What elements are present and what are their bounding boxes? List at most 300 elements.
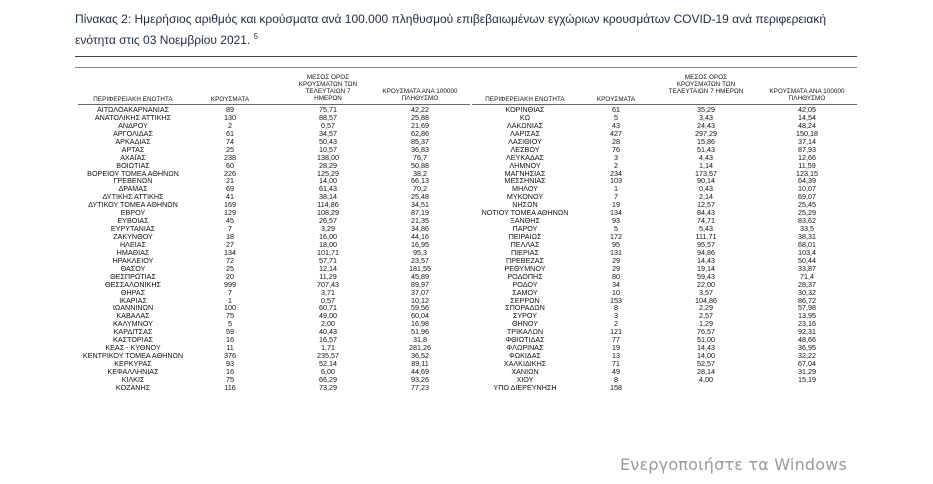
per100k-value: 32,22 — [798, 351, 816, 361]
left-header-cases: ΚΡΟΥΣΜΑΤΑ — [210, 96, 250, 103]
right-table-row — [0, 177, 933, 185]
right-table-row — [0, 344, 933, 352]
right-table-row — [0, 154, 933, 162]
per100k-value: 59,56 — [411, 303, 429, 313]
right-table-row — [0, 336, 933, 344]
per100k-value: 181,55 — [409, 263, 431, 273]
unit-name: ΑΙΤΩΛΟΑΚΑΡΝΑΝΙΑΣ — [96, 105, 170, 114]
unit-name: ΚΟΡΙΝΘΙΑΣ — [505, 105, 545, 114]
cases-value: 5 — [614, 224, 618, 234]
avg-value: 3,71 — [321, 287, 335, 297]
unit-name: ΥΠΟ ΔΙΕΡΕΥΝΗΣΗ — [493, 382, 557, 392]
per100k-value: 25,29 — [798, 208, 816, 218]
avg-value: 59,43 — [697, 271, 715, 281]
unit-name: ΛΑΣΙΘΙΟΥ — [508, 136, 542, 146]
cases-value: 13 — [612, 351, 620, 361]
unit-name: ΝΗΣΩΝ — [512, 200, 538, 210]
avg-value: 75,71 — [319, 105, 337, 114]
avg-value: 125,29 — [317, 168, 339, 178]
per100k-value: 76,7 — [413, 152, 427, 162]
cases-value: 11 — [226, 343, 234, 353]
per100k-value: 31,29 — [798, 366, 816, 376]
unit-name: ΜΥΚΟΝΟΥ — [506, 192, 544, 202]
unit-name: ΦΛΩΡΙΝΑΣ — [506, 343, 544, 353]
unit-name: ΣΑΜΟΥ — [512, 287, 538, 297]
cases-value: 43 — [612, 120, 620, 130]
unit-name: ΜΑΓΝΗΣΙΑΣ — [504, 168, 546, 178]
per100k-value: 25,88 — [411, 112, 429, 122]
cases-value: 76 — [612, 144, 620, 154]
unit-name: ΜΗΛΟΥ — [512, 184, 538, 194]
cases-value: 21 — [226, 176, 234, 186]
unit-name: ΤΡΙΚΑΛΩΝ — [506, 327, 544, 337]
per100k-value: 36,83 — [411, 144, 429, 154]
avg-value: 52,57 — [697, 359, 715, 368]
right-table-row — [0, 257, 933, 265]
right-table — [0, 106, 933, 392]
per100k-value: 42,22 — [411, 105, 429, 114]
cases-value: 74 — [226, 136, 234, 146]
per100k-value: 48,24 — [798, 120, 816, 130]
cases-value: 129 — [224, 208, 236, 218]
unit-name: ΓΡΕΒΕΝΩΝ — [113, 176, 153, 186]
avg-value: 0,57 — [321, 120, 335, 130]
cases-value: 1 — [228, 295, 232, 305]
per100k-value: 14,54 — [798, 112, 816, 122]
avg-value: 1,29 — [699, 319, 713, 329]
per100k-value: 87,19 — [411, 208, 429, 218]
right-table-row — [0, 138, 933, 146]
right-table-row — [0, 241, 933, 249]
unit-name: ΣΕΡΡΩΝ — [510, 295, 540, 305]
per100k-value: 16,95 — [411, 239, 429, 249]
unit-name: ΔΥΤΙΚΗΣ ΑΤΤΙΚΗΣ — [102, 192, 164, 202]
right-table-row — [0, 193, 933, 201]
per100k-value: 34,51 — [411, 200, 429, 210]
avg-value: 38,14 — [319, 192, 337, 202]
per100k-value: 87,93 — [798, 144, 816, 154]
avg-value: 0,57 — [321, 295, 335, 305]
avg-value: 14,43 — [697, 255, 715, 265]
per100k-value: 92,31 — [798, 327, 816, 337]
cases-value: 41 — [226, 192, 234, 202]
avg-value: 57,71 — [319, 255, 337, 265]
right-table-row — [0, 106, 933, 114]
right-table-row — [0, 273, 933, 281]
avg-value: 11,29 — [319, 271, 337, 281]
right-table-row — [0, 304, 933, 312]
avg-value: 114,86 — [317, 200, 339, 210]
avg-value: 138,00 — [317, 152, 339, 162]
unit-name: ΕΥΒΟΙΑΣ — [117, 216, 149, 226]
cases-value: 2 — [614, 160, 618, 170]
avg-value: 235,57 — [317, 351, 339, 361]
cases-value: 999 — [224, 279, 236, 289]
cases-value: 7 — [228, 287, 232, 297]
unit-name: ΗΛΕΙΑΣ — [119, 239, 147, 249]
unit-name: ΒΟΡΕΙΟΥ ΤΟΜΕΑ ΑΘΗΝΩΝ — [87, 168, 179, 178]
unit-name: ΕΥΡΥΤΑΝΙΑΣ — [110, 224, 156, 234]
avg-value: 16,57 — [319, 335, 337, 345]
per100k-value: 70,2 — [413, 184, 427, 194]
avg-value: 18,00 — [319, 239, 337, 249]
right-table-row — [0, 384, 933, 392]
cases-value: 80 — [612, 271, 620, 281]
per100k-value: 21,35 — [411, 216, 429, 226]
unit-name: ΛΗΜΝΟΥ — [509, 160, 541, 170]
avg-value: 10,57 — [319, 144, 337, 154]
avg-value: 2,14 — [699, 192, 713, 202]
avg-value: 1,71 — [321, 343, 335, 353]
per100k-value: 33,5 — [800, 224, 814, 234]
unit-name: ΞΑΝΘΗΣ — [510, 216, 540, 226]
unit-name: ΑΡΓΟΛΙΔΑΣ — [113, 128, 153, 138]
unit-name: ΗΜΑΘΙΑΣ — [116, 247, 150, 257]
avg-value: 49,00 — [319, 311, 337, 321]
per100k-value: 45,89 — [411, 271, 429, 281]
avg-value: 76,57 — [697, 327, 715, 337]
unit-name: ΑΧΑΪΑΣ — [120, 152, 146, 162]
right-header-cases: ΚΡΟΥΣΜΑΤΑ — [596, 96, 636, 103]
unit-name: ΑΡΤΑΣ — [121, 144, 145, 154]
avg-value: 19,14 — [697, 263, 715, 273]
unit-name: ΚΑΒΑΛΑΣ — [116, 311, 150, 321]
per100k-value: 31,8 — [413, 335, 427, 345]
avg-value: 61,43 — [319, 184, 337, 194]
unit-name: ΚΕΦΑΛΛΗΝΙΑΣ — [107, 366, 159, 376]
unit-name: ΡΟΔΟΠΗΣ — [507, 271, 543, 281]
avg-value: 51,00 — [697, 335, 715, 345]
per100k-value: 103,4 — [798, 247, 816, 257]
avg-value: 28,29 — [319, 160, 337, 170]
per100k-value: 34,86 — [411, 224, 429, 234]
cases-value: 28 — [612, 136, 620, 146]
per100k-value: 25,45 — [798, 200, 816, 210]
cases-value: 34 — [612, 279, 620, 289]
cases-value: 158 — [610, 382, 622, 392]
avg-value: 14,00 — [697, 351, 715, 361]
per100k-value: 25,48 — [411, 192, 429, 202]
avg-value: 73,29 — [319, 382, 337, 392]
unit-name: ΘΗΝΟΥ — [511, 319, 539, 329]
avg-value: 173,57 — [695, 168, 717, 178]
unit-name: ΘΕΣΠΡΩΤΙΑΣ — [110, 271, 156, 281]
caption-text: Πίνακας 2: Ημερήσιος αριθμός και κρούσματα ανά 100.000 πληθυσμού επιβεβαιωμένων εγχώριων κρουσμάτων COVID-19 ανά περιφερειακή ενότητα στις 03 Νοεμβρίου 2021. — [75, 12, 827, 47]
cases-value: 7 — [228, 224, 232, 234]
per100k-value: 62,86 — [411, 128, 429, 138]
avg-value: 12,57 — [697, 200, 715, 210]
per100k-value: 44,16 — [411, 232, 429, 241]
right-table-row — [0, 185, 933, 193]
right-table-row — [0, 146, 933, 154]
per100k-value: 16,98 — [411, 319, 429, 329]
avg-value: 4,43 — [699, 152, 713, 162]
right-table-row — [0, 217, 933, 225]
right-table-row — [0, 209, 933, 217]
per100k-value: 10,07 — [798, 184, 816, 194]
avg-value: 66,29 — [319, 374, 337, 384]
per100k-value: 48,66 — [798, 335, 816, 345]
avg-value: 2,57 — [699, 311, 713, 321]
left-header-per100k: ΚΡΟΥΣΜΑΤΑ ΑΝΑ 100000 ΠΛΗΘΥΣΜΟ — [382, 88, 458, 102]
right-table-row — [0, 376, 933, 384]
cases-value: 18 — [226, 232, 234, 241]
cases-value: 89 — [226, 105, 234, 114]
unit-name: ΧΙΟΥ — [516, 374, 534, 384]
avg-value: 6,00 — [321, 366, 335, 376]
unit-name: ΡΕΘΥΜΝΟΥ — [504, 263, 546, 273]
avg-value: 111,71 — [695, 232, 717, 241]
cases-value: 93 — [226, 359, 234, 368]
avg-value: 52,14 — [319, 359, 337, 368]
right-table-row — [0, 225, 933, 233]
cases-value: 75 — [226, 311, 234, 321]
avg-value: 22,00 — [697, 279, 715, 289]
unit-name: ΘΕΣΣΑΛΟΝΙΚΗΣ — [105, 279, 161, 289]
per100k-value: 42,05 — [798, 105, 816, 114]
right-table-row — [0, 201, 933, 209]
cases-value: 72 — [226, 255, 234, 265]
avg-value: 12,14 — [319, 263, 337, 273]
per100k-value: 12,66 — [798, 152, 816, 162]
unit-name: ΙΩΑΝΝΙΝΩΝ — [112, 303, 154, 313]
avg-value: 14,00 — [319, 176, 337, 186]
per100k-value: 93,26 — [411, 374, 429, 384]
left-header-unit: ΠΕΡΙΦΕΡΕΙΑΚΗ ΕΝΟΤΗΤΑ — [93, 96, 173, 103]
per100k-value: 38,2 — [413, 168, 427, 178]
windows-activation-watermark: Ενεργοποιήστε τα Windows — [620, 455, 848, 474]
per100k-value: 28,37 — [798, 279, 816, 289]
cases-value: 95 — [612, 239, 620, 249]
avg-value: 94,86 — [697, 247, 715, 257]
per100k-value: 89,97 — [411, 279, 429, 289]
right-table-row — [0, 170, 933, 178]
unit-name: ΘΑΣΟΥ — [120, 263, 146, 273]
avg-value: 4,00 — [699, 374, 713, 384]
right-table-row — [0, 281, 933, 289]
unit-name: ΙΚΑΡΙΑΣ — [119, 295, 147, 305]
per100k-value: 36,95 — [798, 343, 816, 353]
right-table-row — [0, 122, 933, 130]
per100k-value: 85,37 — [411, 136, 429, 146]
cases-value: 130 — [224, 112, 236, 122]
unit-name: ΠΙΕΡΙΑΣ — [510, 247, 539, 257]
cases-value: 234 — [610, 168, 622, 178]
cases-value: 61 — [226, 128, 234, 138]
per100k-value: 83,62 — [798, 216, 816, 226]
per100k-value: 64,39 — [798, 176, 816, 186]
avg-value: 1,14 — [699, 160, 713, 170]
cases-value: 376 — [224, 351, 236, 361]
avg-value: 101,71 — [317, 247, 339, 257]
left-header-avg: ΜΕΣΟΣ ΟΡΟΣ ΚΡΟΥΣΜΑΤΩΝ ΤΩΝ ΤΕΛΕΥΤΑΙΩΝ 7 ΗΜΕΡΩΝ — [298, 74, 358, 102]
cases-value: 7 — [614, 192, 618, 202]
avg-value: 26,57 — [319, 216, 337, 226]
right-table-row — [0, 352, 933, 360]
unit-name: ΕΒΡΟΥ — [120, 208, 146, 218]
avg-value: 60,71 — [319, 303, 337, 313]
per100k-value: 57,98 — [798, 303, 816, 313]
per100k-value: 77,23 — [411, 382, 429, 392]
right-table-row — [0, 297, 933, 305]
right-table-row — [0, 320, 933, 328]
cases-value: 427 — [610, 128, 622, 138]
cases-value: 60 — [226, 160, 234, 170]
cases-value: 116 — [224, 382, 236, 392]
unit-name: ΔΡΑΜΑΣ — [118, 184, 148, 194]
top-rule — [75, 56, 857, 57]
per100k-value: 21,69 — [411, 120, 429, 130]
per100k-value: 86,72 — [798, 295, 816, 305]
avg-value: 51,43 — [697, 144, 715, 154]
cases-value: 134 — [610, 208, 622, 218]
cases-value: 5 — [228, 319, 232, 329]
cases-value: 20 — [226, 271, 234, 281]
avg-value: 5,43 — [699, 224, 713, 234]
unit-name: ΑΝΔΡΟΥ — [118, 120, 148, 130]
cases-value: 71 — [612, 359, 620, 368]
unit-name: ΑΡΚΑΔΙΑΣ — [115, 136, 151, 146]
cases-value: 29 — [612, 255, 620, 265]
unit-name: ΑΝΑΤΟΛΙΚΗΣ ΑΤΤΙΚΗΣ — [94, 112, 172, 122]
per100k-value: 67,04 — [798, 359, 816, 368]
per100k-value: 37,14 — [798, 136, 816, 146]
unit-name: ΛΕΥΚΑΔΑΣ — [505, 152, 544, 162]
right-table-row — [0, 233, 933, 241]
unit-name: ΠΡΕΒΕΖΑΣ — [506, 255, 544, 265]
avg-value: 34,57 — [319, 128, 337, 138]
right-header-per100k: ΚΡΟΥΣΜΑΤΑ ΑΝΑ 100000 ΠΛΗΘΥΣΜΟ — [769, 88, 845, 102]
cases-value: 77 — [612, 335, 620, 345]
unit-name: ΘΗΡΑΣ — [120, 287, 146, 297]
unit-name: ΣΠΟΡΑΔΩΝ — [505, 303, 545, 313]
unit-name: ΚΑΣΤΟΡΙΑΣ — [113, 335, 153, 345]
per100k-value: 66,13 — [411, 176, 429, 186]
right-table-row — [0, 289, 933, 297]
unit-name: ΛΕΣΒΟΥ — [510, 144, 540, 154]
cases-value: 131 — [610, 247, 622, 257]
avg-value: 297,29 — [695, 128, 717, 138]
per100k-value: 15,19 — [798, 374, 816, 384]
cases-value: 45 — [226, 216, 234, 226]
avg-value: 2,29 — [699, 303, 713, 313]
unit-name: ΖΑΚΥΝΘΟΥ — [113, 232, 153, 241]
unit-name: ΚΑΡΔΙΤΣΑΣ — [113, 327, 153, 337]
table-caption — [75, 11, 865, 49]
cases-value: 10 — [612, 287, 620, 297]
avg-value: 40,43 — [319, 327, 337, 337]
cases-value: 2 — [228, 120, 232, 130]
cases-value: 8 — [614, 303, 618, 313]
cases-value: 25 — [226, 263, 234, 273]
unit-name: ΠΑΡΟΥ — [512, 224, 538, 234]
avg-value: 84,43 — [697, 208, 715, 218]
cases-value: 93 — [612, 216, 620, 226]
right-table-row — [0, 114, 933, 122]
avg-value: 3,57 — [699, 287, 713, 297]
avg-value: 90,14 — [697, 176, 715, 186]
per100k-value: 23,57 — [411, 255, 429, 265]
right-table-row — [0, 360, 933, 368]
cases-value: 134 — [224, 247, 236, 257]
unit-name: ΚΕΡΚΥΡΑΣ — [114, 359, 152, 368]
unit-name: ΧΑΛΚΙΔΙΚΗΣ — [503, 359, 547, 368]
cases-value: 16 — [226, 335, 234, 345]
header-rule — [75, 67, 857, 68]
unit-name: ΝΟΤΙΟΥ ΤΟΜΕΑ ΑΘΗΝΩΝ — [481, 208, 569, 218]
per100k-value: 50,88 — [411, 160, 429, 170]
per100k-value: 10,12 — [411, 295, 429, 305]
cases-value: 16 — [226, 366, 234, 376]
unit-name: ΛΑΡΙΣΑΣ — [509, 128, 541, 138]
cases-value: 226 — [224, 168, 236, 178]
unit-name: ΚΕΝΤΡΙΚΟΥ ΤΟΜΕΑ ΑΘΗΝΩΝ — [82, 351, 184, 361]
cases-value: 59 — [226, 327, 234, 337]
avg-value: 74,71 — [697, 216, 715, 226]
unit-name: ΚΟΖΑΝΗΣ — [115, 382, 151, 392]
unit-name: ΠΕΛΛΑΣ — [510, 239, 540, 249]
right-table-row — [0, 312, 933, 320]
cases-value: 3 — [614, 152, 618, 162]
per100k-value: 95,3 — [413, 247, 427, 257]
per100k-value: 36,52 — [411, 351, 429, 361]
right-header-avg: ΜΕΣΟΣ ΟΡΟΣ ΚΡΟΥΣΜΑΤΩΝ ΤΩΝ ΤΕΛΕΥΤΑΙΩΝ 7 ΗΜΕΡΩΝ — [668, 74, 744, 95]
cases-value: 121 — [610, 327, 622, 337]
avg-value: 24,43 — [697, 120, 715, 130]
unit-name: ΚΩ — [519, 112, 531, 122]
cases-value: 100 — [224, 303, 236, 313]
cases-value: 61 — [612, 105, 620, 114]
per100k-value: 69,07 — [798, 192, 816, 202]
cases-value: 49 — [612, 366, 620, 376]
cases-value: 103 — [610, 176, 622, 186]
avg-value: 88,57 — [319, 112, 337, 122]
unit-name: ΡΟΔΟΥ — [512, 279, 538, 289]
cases-value: 5 — [614, 112, 618, 122]
avg-value: 50,43 — [319, 136, 337, 146]
per100k-value: 13,95 — [798, 311, 816, 321]
per100k-value: 150,18 — [796, 128, 818, 138]
per100k-value: 38,31 — [798, 232, 816, 241]
cases-value: 3 — [614, 311, 618, 321]
avg-value: 15,86 — [697, 136, 715, 146]
cases-value: 2 — [614, 319, 618, 329]
avg-value: 14,43 — [697, 343, 715, 353]
cases-value: 1 — [614, 184, 618, 194]
per100k-value: 37,07 — [411, 287, 429, 297]
cases-value: 27 — [226, 239, 234, 249]
per100k-value: 23,16 — [798, 319, 816, 329]
per100k-value: 33,87 — [798, 263, 816, 273]
unit-name: ΛΑΚΩΝΙΑΣ — [506, 120, 544, 130]
caption-footnote: 5 — [253, 32, 259, 41]
cases-value: 238 — [224, 152, 236, 162]
per100k-value: 123,15 — [796, 168, 818, 178]
cases-value: 69 — [226, 184, 234, 194]
unit-name: ΗΡΑΚΛΕΙΟΥ — [112, 255, 154, 265]
per100k-value: 11,59 — [798, 160, 816, 170]
right-table-row — [0, 265, 933, 273]
unit-name: ΣΥΡΟΥ — [512, 311, 538, 321]
unit-name: ΚΙΛΚΙΣ — [121, 374, 145, 384]
unit-name: ΚΕΑΣ - ΚΥΘΝΟΥ — [105, 343, 161, 353]
cases-value: 8 — [614, 374, 618, 384]
unit-name: ΧΑΝΙΩΝ — [511, 366, 539, 376]
right-table-row — [0, 328, 933, 336]
per100k-value: 51,96 — [411, 327, 429, 337]
avg-value: 707,43 — [317, 279, 339, 289]
unit-name: ΜΕΣΣΗΝΙΑΣ — [504, 176, 546, 186]
